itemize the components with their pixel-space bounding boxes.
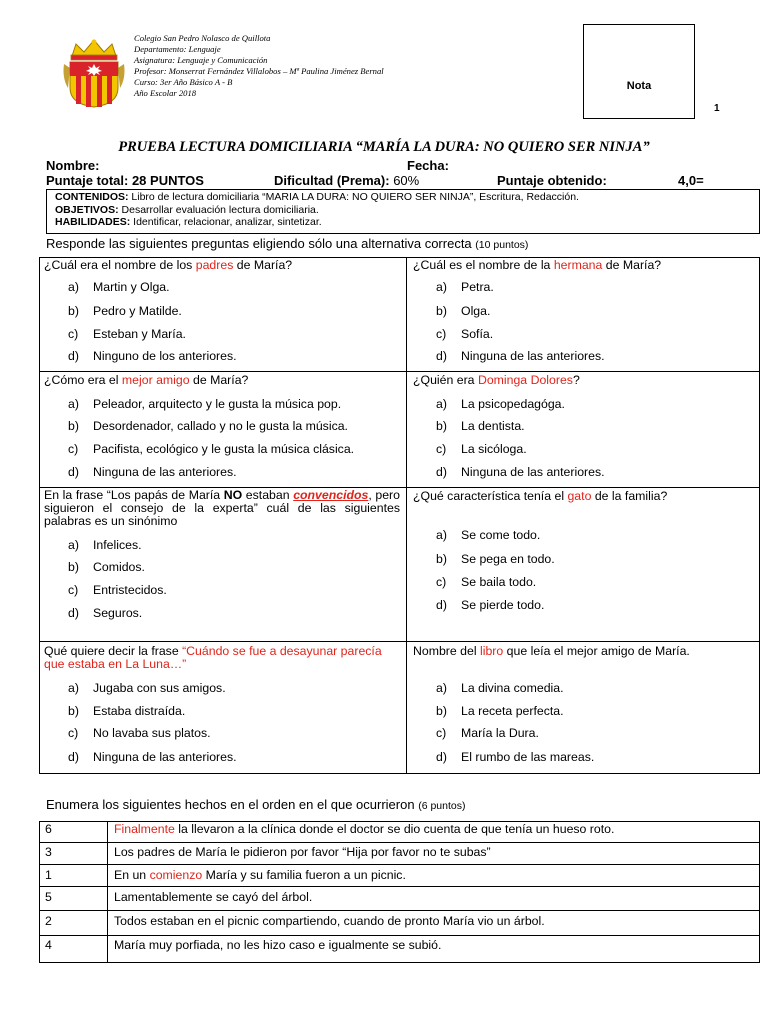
question-text: estaban: [242, 488, 294, 502]
option-letter: d): [436, 750, 447, 764]
option-letter: d): [436, 465, 447, 479]
option-text: Se pega en todo.: [461, 552, 555, 566]
teachers: Profesor: Monserrat Fernández Villalobos – Mª Paulina Jiménez Bernal: [134, 66, 384, 76]
event-text: [114, 822, 614, 836]
option-text: Seguros.: [93, 606, 143, 620]
option-text: Comidos.: [93, 560, 145, 574]
section2-points: (6 puntos): [418, 800, 466, 812]
question-highlight: convencidos: [293, 488, 369, 502]
event-description: la llevaron a la clínica donde el doctor se dio cuenta de que tenía un hueso roto.: [174, 822, 615, 836]
event-number[interactable]: 4: [45, 938, 52, 952]
contents-text: Libro de lectura domiciliaria “MARIA LA DURA: NO QUIERO SER NINJA”, Escritura, Redacción.: [131, 191, 579, 203]
question-text: de María?: [189, 373, 249, 387]
skills-label: HABILIDADES:: [55, 216, 131, 228]
option-letter: d): [436, 598, 447, 612]
option-text: La divina comedia.: [461, 681, 564, 695]
event-highlight: Finalmente: [114, 822, 175, 836]
difficulty-value: 60%: [393, 173, 420, 188]
option-text: Esteban y María.: [93, 327, 186, 341]
question-6: [413, 490, 693, 503]
info-box: [46, 189, 760, 234]
skills-text: Identificar, relacionar, analizar, sintetizar.: [133, 216, 322, 228]
question-2: [413, 259, 753, 272]
option-letter: c): [68, 442, 79, 456]
option-letter: a): [436, 280, 447, 294]
option-letter: b): [68, 304, 79, 318]
option-letter: b): [436, 552, 447, 566]
option-letter: c): [436, 442, 447, 456]
option-letter: b): [68, 419, 79, 433]
objectives-text: Desarrollar evaluación lectura domiciliaria.: [121, 203, 319, 216]
question-highlight: hermana: [553, 258, 603, 272]
page-number: 1: [714, 103, 720, 114]
option-letter: a): [436, 528, 447, 542]
page-title: PRUEBA LECTURA DOMICILIARIA “MARÍA LA DURA: NO QUIERO SER NINJA”: [118, 139, 650, 155]
option-text: Ninguna de las anteriores.: [93, 750, 237, 764]
question-text: ?: [572, 373, 580, 387]
question-text: que leía el mejor amigo de María.: [503, 644, 690, 658]
option-letter: c): [436, 327, 447, 341]
option-letter: d): [436, 349, 447, 363]
option-text: El rumbo de las mareas.: [461, 750, 595, 764]
objectives-label: OBJETIVOS:: [55, 203, 119, 216]
question-highlight: “Cuándo se fue a desayunar parecía que estaba en La Luna…”: [44, 644, 382, 671]
school-name: Colegio San Pedro Nolasco de Quillota: [134, 33, 271, 43]
event-number[interactable]: 2: [45, 914, 52, 928]
option-text: Se pierde todo.: [461, 598, 545, 612]
option-letter: b): [68, 704, 79, 718]
option-letter: d): [68, 750, 79, 764]
option-text: Petra.: [461, 280, 494, 294]
passing-grade: 4,0=: [678, 173, 704, 188]
table-divider: [39, 910, 760, 911]
table-divider: [406, 257, 407, 774]
option-text: Se come todo.: [461, 528, 541, 542]
event-text: [114, 868, 406, 882]
section2-instruction: [46, 797, 465, 812]
event-number[interactable]: 5: [45, 890, 52, 904]
option-letter: b): [436, 419, 447, 433]
question-text: ¿Cuál es el nombre de la: [413, 258, 554, 272]
question-text: de María?: [233, 258, 293, 272]
question-highlight: padres: [195, 258, 234, 272]
school-year: Año Escolar 2018: [134, 88, 197, 98]
section2-text: Enumera los siguientes hechos en el orden en el que ocurrieron: [46, 797, 415, 812]
question-text: de la familia?: [591, 489, 668, 503]
question-4: [413, 374, 753, 387]
question-text: ¿Cómo era el: [44, 373, 122, 387]
question-3: [44, 374, 400, 387]
question-highlight: libro: [479, 644, 504, 658]
option-text: Infelices.: [93, 538, 142, 552]
event-number[interactable]: 6: [45, 822, 52, 836]
option-letter: a): [68, 280, 79, 294]
option-text: Sofía.: [461, 327, 494, 341]
option-text: Se baila todo.: [461, 575, 537, 589]
option-letter: d): [68, 606, 79, 620]
option-text: Estaba distraída.: [93, 704, 186, 718]
total-score: Puntaje total: 28 PUNTOS: [46, 173, 204, 188]
question-text: ¿Cuál era el nombre de los: [44, 258, 196, 272]
question-1: [44, 259, 400, 272]
event-text: Lamentablemente se cayó del árbol.: [114, 890, 313, 904]
option-text: La sicóloga.: [461, 442, 527, 456]
question-bold: NO: [223, 488, 243, 502]
option-letter: d): [68, 349, 79, 363]
option-letter: a): [436, 397, 447, 411]
difficulty: [274, 173, 419, 188]
event-text: María muy porfiada, no les hizo caso e igualmente se subió.: [114, 938, 442, 952]
option-text: La dentista.: [461, 419, 525, 433]
event-text: Los padres de María le pidieron por favor “Hija por favor no te subas”: [114, 845, 491, 859]
option-text: La receta perfecta.: [461, 704, 564, 718]
department: Departamento: Lenguaje: [134, 44, 221, 54]
question-5: [44, 489, 400, 528]
option-text: María la Dura.: [461, 726, 539, 740]
grade-label: Nota: [626, 80, 652, 92]
option-letter: a): [68, 681, 79, 695]
option-text: Pacifista, ecológico y le gusta la música clásica.: [93, 442, 355, 456]
table-divider: [39, 842, 760, 843]
name-label: Nombre:: [46, 158, 100, 173]
option-text: Olga.: [461, 304, 491, 318]
event-number[interactable]: 3: [45, 845, 52, 859]
event-description: María y su familia fueron a un picnic.: [202, 868, 406, 882]
question-8: [413, 645, 703, 658]
question-highlight: gato: [567, 489, 592, 503]
option-text: La psicopedagóga.: [461, 397, 565, 411]
school-crest-icon: [62, 38, 126, 108]
table-divider: [39, 886, 760, 887]
option-text: Jugaba con sus amigos.: [93, 681, 226, 695]
subject: Asignatura: Lenguaje y Comunicación: [134, 55, 268, 65]
question-text: , pero siguieron el consejo de la experta” cuál de las siguientes palabras es un sinónimo: [44, 488, 400, 528]
question-text: ¿Quién era: [413, 373, 478, 387]
date-label: Fecha:: [407, 158, 449, 173]
option-text: Peleador, arquitecto y le gusta la música pop.: [93, 397, 342, 411]
option-letter: d): [68, 465, 79, 479]
option-text: Martin y Olga.: [93, 280, 170, 294]
option-text: Ninguna de las anteriores.: [93, 465, 237, 479]
option-letter: c): [68, 583, 79, 597]
event-highlight: comienzo: [149, 868, 203, 882]
question-highlight: Dominga Dolores: [477, 373, 573, 387]
option-text: Pedro y Matilde.: [93, 304, 182, 318]
option-letter: b): [436, 304, 447, 318]
event-number[interactable]: 1: [45, 868, 52, 882]
question-text: ¿Qué característica tenía el: [413, 489, 568, 503]
school-info: [134, 33, 384, 99]
option-text: Ninguna de las anteriores.: [461, 349, 605, 363]
option-letter: c): [436, 575, 447, 589]
option-text: Desordenador, callado y no le gusta la música.: [93, 419, 348, 433]
question-7: [44, 645, 389, 671]
option-letter: a): [436, 681, 447, 695]
option-letter: c): [436, 726, 447, 740]
table-divider: [39, 935, 760, 936]
grade-box[interactable]: [583, 24, 695, 119]
question-text: Qué quiere decir la frase: [44, 644, 183, 658]
section1-instruction: [46, 236, 528, 251]
option-text: Entristecidos.: [93, 583, 167, 597]
contents-label: CONTENIDOS:: [55, 191, 129, 203]
event-text: Todos estaban en el picnic compartiendo, cuando de pronto María vio un árbol.: [114, 914, 545, 928]
question-highlight: mejor amigo: [121, 373, 190, 387]
option-letter: c): [68, 726, 79, 740]
obtained-score-label: Puntaje obtenido:: [497, 173, 607, 188]
option-text: No lavaba sus platos.: [93, 726, 211, 740]
option-text: Ninguna de las anteriores.: [461, 465, 605, 479]
table-divider: [39, 641, 760, 642]
option-letter: a): [68, 397, 79, 411]
question-text: En la frase “Los papás de María: [44, 488, 224, 502]
option-letter: b): [436, 704, 447, 718]
option-text: Ninguno de los anteriores.: [93, 349, 237, 363]
table-divider: [39, 864, 760, 865]
section1-points: (10 puntos): [475, 239, 529, 251]
section1-text: Responde las siguientes preguntas eligiendo sólo una alternativa correcta: [46, 236, 472, 251]
option-letter: a): [68, 538, 79, 552]
option-letter: b): [68, 560, 79, 574]
event-description: En un: [114, 868, 150, 882]
difficulty-label: Dificultad (Prema):: [274, 173, 390, 188]
table-divider: [39, 371, 760, 372]
question-text: de María?: [602, 258, 662, 272]
option-letter: c): [68, 327, 79, 341]
question-text: Nombre del: [413, 644, 480, 658]
course: Curso: 3er Año Básico A - B: [134, 77, 233, 87]
